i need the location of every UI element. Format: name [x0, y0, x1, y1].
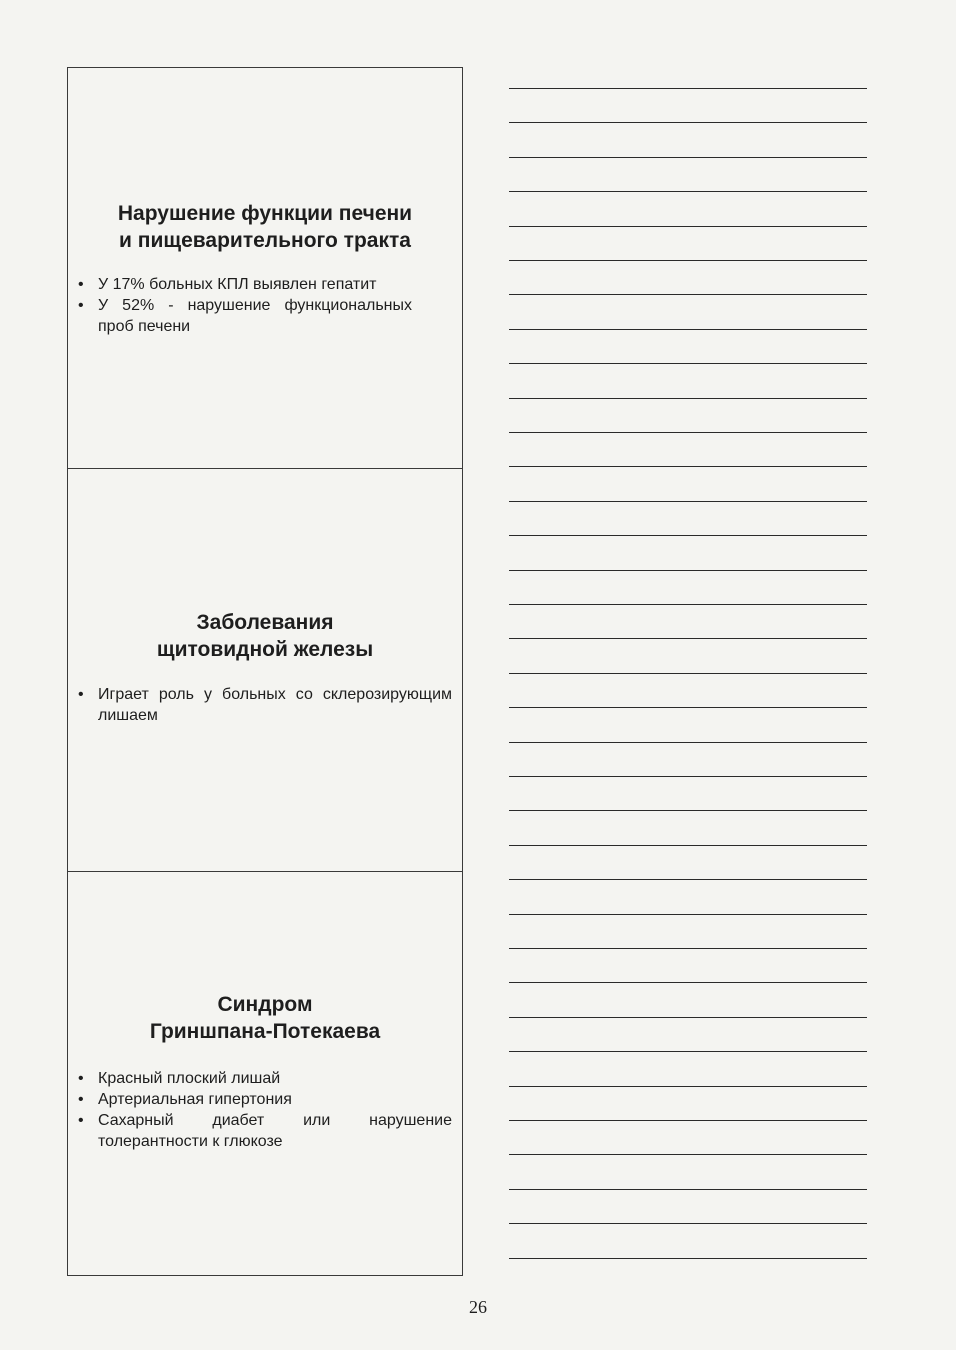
- note-line: [509, 122, 867, 123]
- note-line: [509, 432, 867, 433]
- slide-liver: [68, 68, 462, 468]
- note-line: [509, 1086, 867, 1087]
- note-line: [509, 1189, 867, 1190]
- note-line: [509, 810, 867, 811]
- note-line: [509, 157, 867, 158]
- slides-frame: [67, 67, 463, 1276]
- bullet-list: [78, 274, 452, 337]
- bullet-item: • У 17% больных КПЛ выявлен гепатит: [78, 274, 452, 295]
- note-line: [509, 329, 867, 330]
- note-line: [509, 638, 867, 639]
- slide-title: [68, 609, 462, 663]
- bullet-item: • У 52% - нарушение функциональных проб печени: [78, 295, 452, 337]
- note-line: [509, 673, 867, 674]
- note-line: [509, 914, 867, 915]
- bullet-item: • Артериальная гипертония: [78, 1089, 452, 1110]
- slide-title-line: Нарушение функции печени: [117, 202, 413, 225]
- slide-grinshpan-syndrome: [68, 871, 462, 1275]
- bullet-item: • Сахарный диабет или нарушение толерантности к глюкозе: [78, 1110, 452, 1152]
- note-line: [509, 294, 867, 295]
- slide-title: [68, 200, 462, 254]
- note-line: [509, 260, 867, 261]
- slide-title: [68, 991, 462, 1045]
- bullet-list: [78, 684, 452, 726]
- note-line: [509, 948, 867, 949]
- note-line: [509, 398, 867, 399]
- note-line: [509, 226, 867, 227]
- note-line: [509, 466, 867, 467]
- bullet-item: • Играет роль у больных со склерозирующим лишаем: [78, 684, 452, 726]
- bullet-item: • Красный плоский лишай: [78, 1068, 452, 1089]
- note-line: [509, 604, 867, 605]
- note-line: [509, 879, 867, 880]
- note-line: [509, 363, 867, 364]
- note-line: [509, 707, 867, 708]
- note-line: [509, 88, 867, 89]
- note-line: [509, 535, 867, 536]
- slide-title-line: щитовидной железы: [156, 638, 374, 661]
- page-number: 26: [469, 1297, 487, 1317]
- bullet-list: [78, 1068, 452, 1152]
- note-line: [509, 1051, 867, 1052]
- note-line: [509, 742, 867, 743]
- note-line: [509, 845, 867, 846]
- note-line: [509, 501, 867, 502]
- note-line: [509, 1154, 867, 1155]
- note-line: [509, 191, 867, 192]
- slide-title-line: Синдром: [217, 993, 313, 1016]
- slide-thyroid: [68, 468, 462, 871]
- note-line: [509, 982, 867, 983]
- note-line: [509, 570, 867, 571]
- note-line: [509, 1223, 867, 1224]
- note-line: [509, 776, 867, 777]
- note-line: [509, 1017, 867, 1018]
- note-line: [509, 1258, 867, 1259]
- note-line: [509, 1120, 867, 1121]
- slide-title-line: и пищеварительного тракта: [119, 229, 411, 252]
- slide-title-line: Гриншпана-Потекаева: [149, 1020, 381, 1043]
- slide-title-line: Заболевания: [196, 611, 334, 634]
